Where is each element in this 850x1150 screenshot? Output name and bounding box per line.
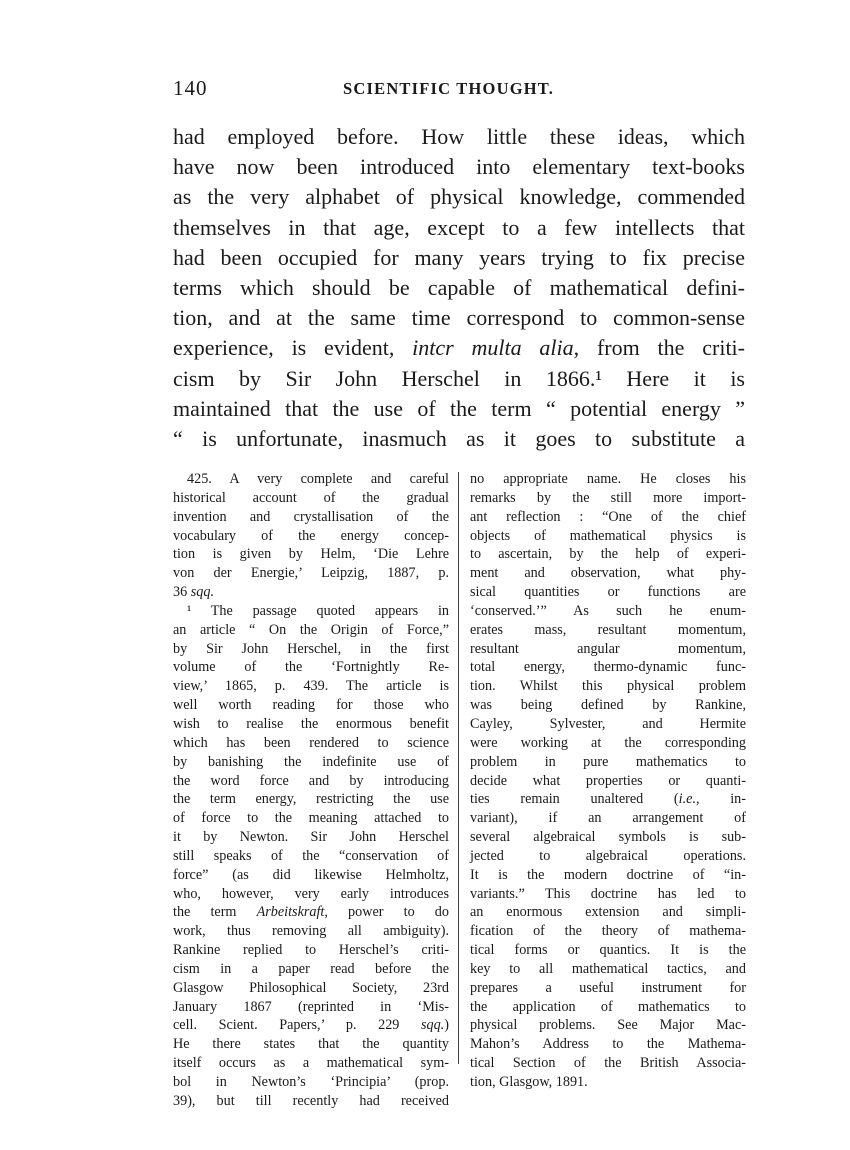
footnote-line: January 1867 (reprinted in ‘Mis- — [173, 998, 449, 1015]
footnote-line: by banishing the indefinite use of — [173, 753, 449, 770]
footnote-line: Glasgow Philosophical Society, 23rd — [173, 979, 449, 996]
footnote-line: which has been rendered to science — [173, 734, 449, 751]
body-line: themselves in that age, except to a few intellects that — [173, 214, 745, 240]
body-line: tion, and at the same time correspond to common-sense — [173, 305, 745, 331]
body-line: cism by Sir John Herschel in 1866.¹ Here it is — [173, 365, 745, 391]
footnote-line: who, however, very early introduces — [173, 885, 449, 902]
page-header — [173, 76, 745, 102]
body-line: had been occupied for many years trying to fix precise — [173, 244, 745, 270]
footnote-line: several algebraical symbols is sub- — [470, 829, 746, 846]
footnote-line: was being defined by Rankine, — [470, 697, 746, 714]
footnote-line: objects of mathematical physics is — [470, 527, 746, 544]
body-text — [173, 122, 745, 454]
footnote-column-right — [470, 470, 746, 1092]
footnote-line: ment and observation, what phy- — [470, 565, 746, 582]
footnote-line: an enormous extension and simpli- — [470, 904, 746, 921]
footnote-line: tical Section of the British Associa- — [470, 1055, 746, 1072]
footnote-line: wish to realise the enormous benefit — [173, 715, 449, 732]
body-line: had employed before. How little these ideas, which — [173, 124, 745, 149]
body-line: maintained that the use of the term “ potential energy ” — [173, 395, 745, 421]
footnote-line: sical quantities or functions are — [470, 584, 746, 601]
footnote-line: variants.” This doctrine has led to — [470, 885, 746, 902]
footnote-line: ‘conserved.’” As such he enum- — [470, 602, 746, 619]
footnote-line: von der Energie,’ Leipzig, 1887, p. — [173, 565, 449, 582]
footnote-line: ant reflection : “One of the chief — [470, 508, 746, 525]
footnote-line: tion, Glasgow, 1891. — [470, 1074, 588, 1090]
footnote-line: erates mass, resultant momentum, — [470, 621, 746, 638]
footnote-line: by Sir John Herschel, in the first — [173, 640, 449, 657]
footnote-line: the term energy, restricting the use — [173, 791, 449, 808]
footnote-line: the term Arbeitskraft, power to do — [173, 904, 449, 921]
footnote-line: vocabulary of the energy concep- — [173, 527, 449, 544]
footnote-line: the word force and by introducing — [173, 772, 449, 789]
footnote-line: resultant angular momentum, — [470, 640, 746, 657]
footnote-line: 36 sqq. — [173, 584, 214, 601]
footnote-line: 39), but till recently had received — [173, 1092, 449, 1109]
footnote-line: force” (as did likewise Helmholtz, — [173, 866, 449, 883]
footnote-line: were working at the corresponding — [470, 734, 746, 751]
footnote-line: problem in pure mathematics to — [470, 753, 746, 770]
footnote-line: ¹ The passage quoted appears in — [187, 602, 449, 619]
footnote-line: still speaks of the “conservation of — [173, 847, 449, 864]
body-line: as the very alphabet of physical knowledge, commended — [173, 184, 745, 210]
footnote-line: decide what properties or quanti- — [470, 772, 746, 789]
footnote-line: fication of the theory of mathema- — [470, 923, 746, 940]
footnote-line: bol in Newton’s ‘Principia’ (prop. — [173, 1074, 449, 1090]
footnote-line: of force to the meaning attached to — [173, 810, 449, 827]
footnote-line: Rankine replied to Herschel’s criti- — [173, 942, 449, 959]
footnote-line: an article “ On the Origin of Force,” — [173, 621, 449, 638]
footnote-line: invention and crystallisation of the — [173, 508, 449, 525]
footnote-line: tion. Whilst this physical problem — [470, 678, 746, 695]
footnote-line: cell. Scient. Papers,’ p. 229 sqq.) — [173, 1017, 449, 1034]
running-title: SCIENTIFIC THOUGHT. — [343, 79, 555, 98]
body-line: terms which should be capable of mathematical defini- — [173, 274, 745, 300]
footnote-line: Cayley, Sylvester, and Hermite — [470, 715, 746, 732]
footnote-line: It is the modern doctrine of “in- — [470, 866, 746, 883]
footnote-column-left — [173, 470, 449, 1111]
footnote-line: jected to algebraical operations. — [470, 847, 746, 864]
footnote-line: remarks by the still more import- — [470, 489, 746, 506]
footnote-line: view,’ 1865, p. 439. The article is — [173, 678, 449, 695]
footnote-line: variant), if an arrangement of — [470, 810, 746, 827]
footnote-line: no appropriate name. He closes his — [470, 471, 746, 487]
footnote-line: ties remain unaltered (i.e., in- — [470, 791, 746, 808]
footnote-line: 425. A very complete and careful — [187, 471, 449, 487]
footnote-line: tion is given by Helm, ‘Die Lehre — [173, 546, 449, 563]
footnote-line: historical account of the gradual — [173, 489, 449, 506]
page-number: 140 — [173, 76, 208, 100]
footnote-line: He there states that the quantity — [173, 1036, 449, 1053]
body-line: experience, is evident, intcr multa alia, from the criti- — [173, 335, 745, 361]
footnote-line: key to all mathematical tactics, and — [470, 960, 746, 977]
footnote-line: total energy, thermo-dynamic func- — [470, 659, 746, 676]
footnote-line: it by Newton. Sir John Herschel — [173, 829, 449, 846]
footnote-line: physical problems. See Major Mac- — [470, 1017, 746, 1034]
footnote-line: well worth reading for those who — [173, 697, 449, 714]
footnotes — [173, 470, 749, 1109]
footnote-line: cism in a paper read before the — [173, 960, 449, 977]
column-divider — [458, 472, 459, 1064]
footnote-line: prepares a useful instrument for — [470, 979, 746, 996]
footnote-line: work, thus removing all ambiguity). — [173, 923, 449, 940]
body-line: “ is unfortunate, inasmuch as it goes to substitute a — [173, 425, 745, 451]
footnote-line: volume of the ‘Fortnightly Re- — [173, 659, 449, 676]
footnote-line: Mahon’s Address to the Mathema- — [470, 1036, 746, 1053]
footnote-line: tical forms or quantics. It is the — [470, 942, 746, 959]
footnote-line: the application of mathematics to — [470, 998, 746, 1015]
footnote-line: to ascertain, by the help of experi- — [470, 546, 746, 563]
footnote-line: itself occurs as a mathematical sym- — [173, 1055, 449, 1072]
body-line: have now been introduced into elementary text-books — [173, 154, 745, 180]
